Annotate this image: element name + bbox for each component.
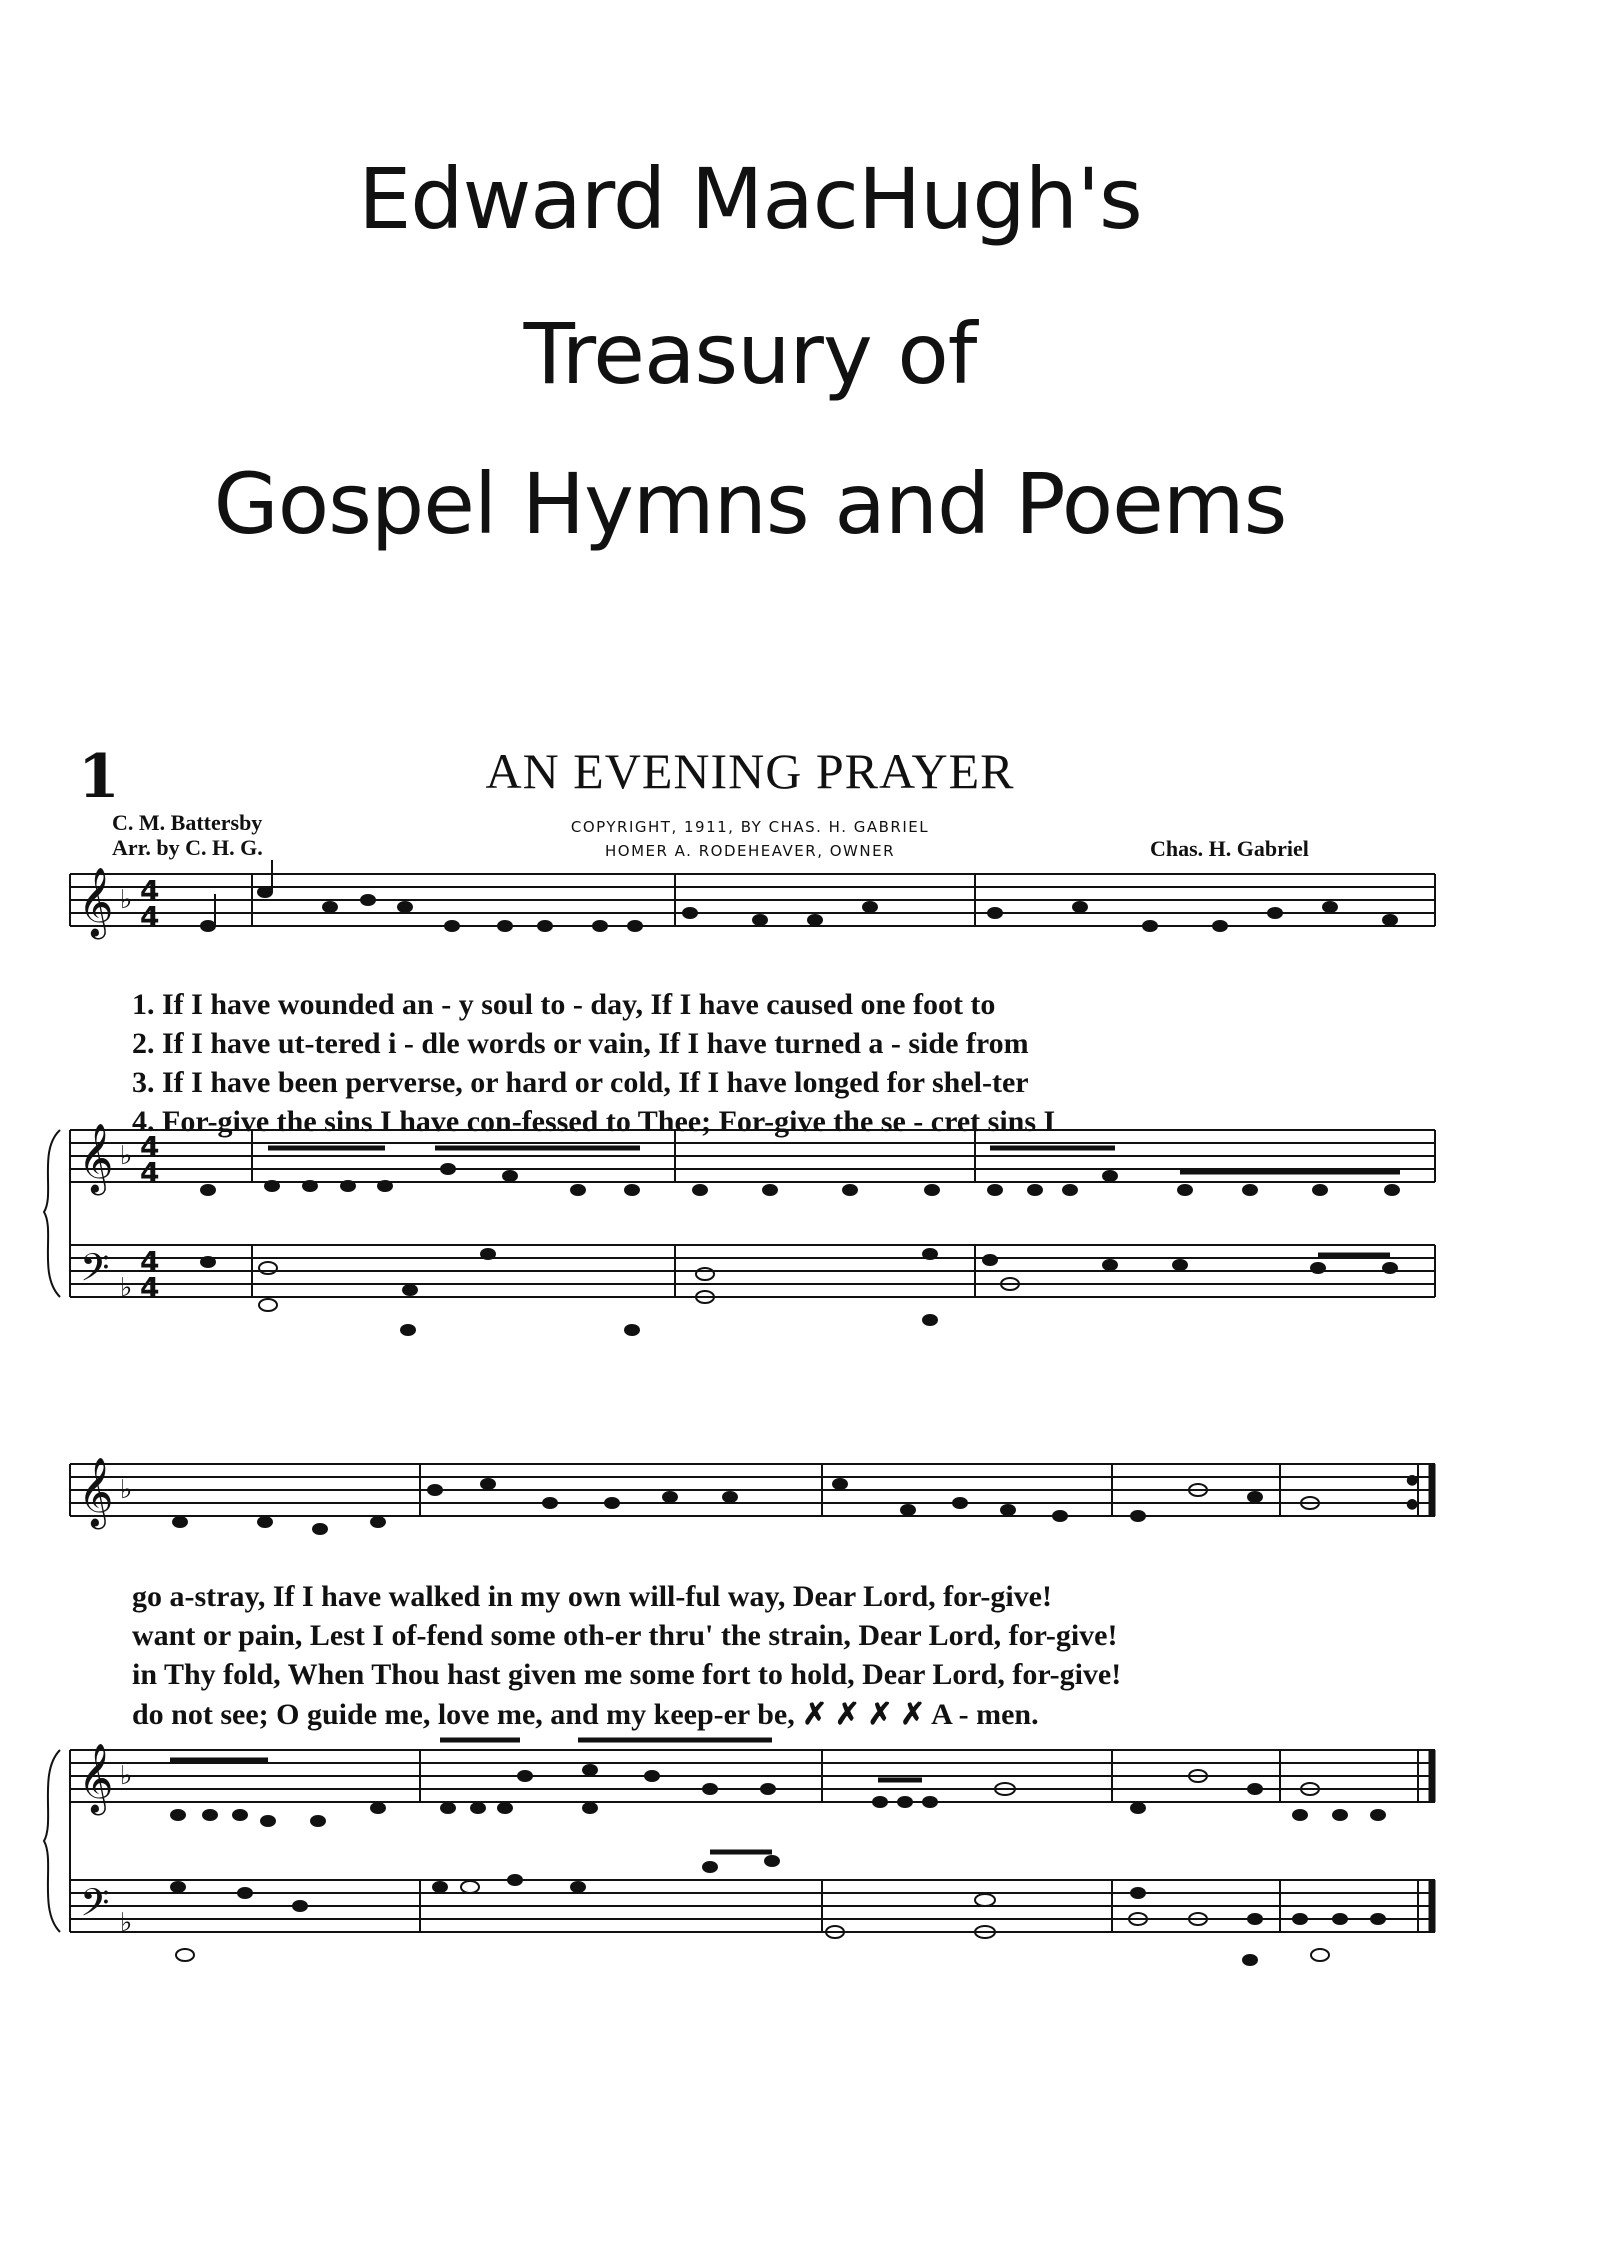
copyright-line-1: COPYRIGHT, 1911, BY CHAS. H. GABRIEL (570, 818, 930, 836)
time-signature: 4 (140, 1245, 160, 1278)
bass-clef: 𝄢 (80, 1880, 110, 1934)
key-signature-flat: ♭ (120, 1908, 133, 1938)
copyright-line-2: HOMER A. RODEHEAVER, OWNER (604, 842, 895, 860)
lyrics-system-2-verse-2: want or pain, Lest I of-fend some oth-er thru' the strain, Dear Lord, for-give! (132, 1619, 1118, 1652)
lyricist-credit: C. M. Battersby (112, 810, 263, 835)
lyrics-system-2-verse-4: do not see; O guide me, love me, and my keep-er be, ✗ ✗ ✗ ✗ A - men. (132, 1698, 1039, 1731)
treble-clef: 𝄞 (78, 1457, 114, 1527)
time-signature: 4 (140, 900, 160, 933)
hymn-number: 1 (78, 742, 120, 812)
music-system-2 (0, 1440, 1623, 2080)
treble-clef: 𝄞 (78, 1123, 114, 1193)
final-repeat-dot: ● (1406, 1496, 1419, 1512)
time-signature: 4 (140, 874, 160, 907)
key-signature-flat: ♭ (120, 1475, 133, 1505)
time-signature: 4 (140, 1130, 160, 1163)
piano-bass-staff-2 (70, 1880, 1435, 1932)
lyrics-system-1-verse-2: 2. If I have ut-tered i - dle words or vain, If I have turned a - side from (132, 1027, 1029, 1060)
piano-bass-notes-1 (201, 1249, 1397, 1335)
key-signature-flat: ♭ (120, 1761, 133, 1791)
time-signature: 4 (140, 1271, 160, 1304)
book-title-line-1: Edward MacHugh's (358, 150, 1142, 248)
hymn-title: AN EVENING PRAYER (485, 743, 1015, 799)
lyrics-system-2-verse-3: in Thy fold, When Thou hast given me some fort to hold, Dear Lord, for-give! (132, 1658, 1122, 1691)
vocal-staff-2 (70, 1464, 1435, 1516)
lyrics-system-2-verse-1: go a-stray, If I have walked in my own will-ful way, Dear Lord, for-give! (132, 1580, 1052, 1613)
lyrics-system-1-verse-1: 1. If I have wounded an - y soul to - day, If I have caused one foot to (132, 988, 996, 1021)
key-signature-flat: ♭ (120, 1273, 133, 1303)
key-signature-flat: ♭ (120, 885, 133, 915)
lyrics-system-1-verse-3: 3. If I have been perverse, or hard or cold, If I have longed for shel-ter (132, 1066, 1029, 1099)
bass-clef: 𝄢 (80, 1245, 110, 1299)
key-signature-flat: ♭ (120, 1141, 133, 1171)
vocal-notes-1 (201, 860, 1397, 931)
final-repeat-dot: ● (1406, 1472, 1419, 1488)
music-system-1 (0, 850, 1623, 1430)
arranger-credit: Arr. by C. H. G. (112, 835, 263, 860)
piano-treble-staff-2 (70, 1750, 1435, 1802)
treble-clef: 𝄞 (78, 867, 114, 937)
lyrics-system-1-verse-4: 4. For-give the sins I have con-fessed to Thee; For-give the se - cret sins I (132, 1105, 1056, 1138)
piano-bass-notes-2 (171, 1852, 1385, 1965)
treble-clef: 𝄞 (78, 1743, 114, 1813)
composer-credit: Chas. H. Gabriel (1150, 836, 1309, 861)
grand-staff-brace (44, 1130, 60, 1297)
time-signature: 4 (140, 1156, 160, 1189)
book-title-line-2: Treasury of (523, 305, 977, 403)
book-title-line-3: Gospel Hymns and Poems (213, 455, 1287, 553)
grand-staff-brace (44, 1750, 60, 1932)
piano-treble-notes-2 (170, 1740, 1385, 1826)
vocal-notes-2 (173, 1479, 1319, 1534)
